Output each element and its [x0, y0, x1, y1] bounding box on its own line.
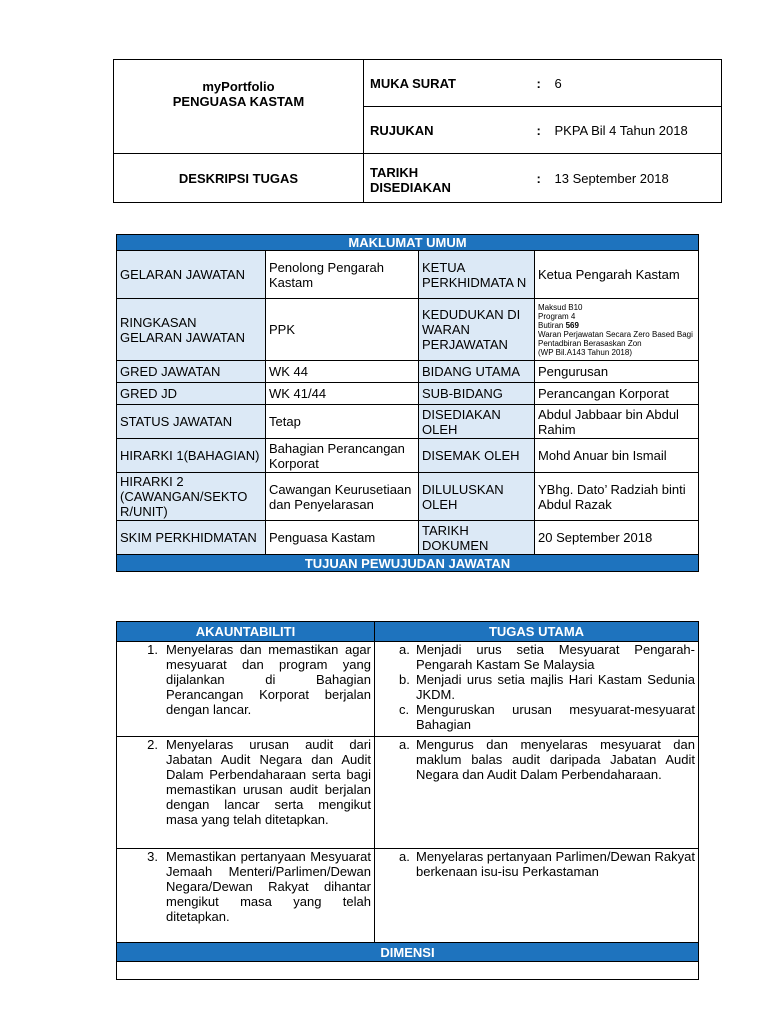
value-status-jawatan: Tetap [266, 405, 419, 439]
value-kedudukan-waran: Maksud B10 Program 4 Butiran 569 Waran Perjawatan Secara Zero Based Bagi Pentadbiran Berasaskan Zon (WP Bil.A143 Tahun 2018) [535, 299, 699, 361]
rujukan-label: RUJUKAN [364, 107, 534, 154]
label-bidang-utama: BIDANG UTAMA [419, 361, 535, 383]
label-gred-jawatan: GRED JAWATAN [117, 361, 266, 383]
value-bidang-utama: Pengurusan [535, 361, 699, 383]
akauntabiliti-cell: 1. Menyelaras dan memastikan agar mesyuarat dan program yang dijalankan di Bahagian Perancangan Korporat berjalan dengan lancar. [117, 642, 375, 737]
label-ketua-perkhidmatan: KETUA PERKHIDMATA N [419, 251, 535, 299]
muka-surat-label: MUKA SURAT [364, 60, 534, 107]
tugas-cell: a. Menjadi urus setia Mesyuarat Pengarah-Pengarah Kastam Se Malaysia b. Menjadi urus setia majlis Hari Kastam Sedunia JKDM. c. Menguruskan urusan mesyuarat-mesyuarat Bahagian [375, 642, 699, 737]
tujuan-heading: TUJUAN PEWUJUDAN JAWATAN [117, 555, 699, 572]
value-disediakan-oleh: Abdul Jabbaar bin Abdul Rahim [535, 405, 699, 439]
value-gred-jd: WK 41/44 [266, 383, 419, 405]
value-tarikh-dokumen: 20 September 2018 [535, 521, 699, 555]
value-ketua-perkhidmatan: Ketua Pengarah Kastam [535, 251, 699, 299]
app-name: myPortfolio [202, 78, 275, 94]
dimensi-heading: DIMENSI [117, 943, 699, 962]
label-diluluskan-oleh: DILULUSKAN OLEH [419, 473, 535, 521]
value-disemak-oleh: Mohd Anuar bin Ismail [535, 439, 699, 473]
label-disemak-oleh: DISEMAK OLEH [419, 439, 535, 473]
label-gred-jd: GRED JD [117, 383, 266, 405]
akauntabiliti-cell: 2. Menyelaras urusan audit dari Jabatan Audit Negara dan Audit Dalam Perbendaharaan serta bagi memastikan urusan audit berjalan dengan lancar serta mengikut masa yang telah ditetapkan. [117, 737, 375, 849]
value-skim-perkhidmatan: Penguasa Kastam [266, 521, 419, 555]
value-ringkasan-gelaran: PPK [266, 299, 419, 361]
value-hirarki-2: Cawangan Keurusetiaan dan Penyelarasan [266, 473, 419, 521]
value-gelaran-jawatan: Penolong Pengarah Kastam [266, 251, 419, 299]
akauntabiliti-cell: 3. Memastikan pertanyaan Mesyuarat Jemaah Menteri/Parlimen/Dewan Negara/Dewan Rakyat dihantar mengikut masa yang telah ditetapkan. [117, 849, 375, 943]
header-org-cell [114, 60, 364, 154]
tugas-cell: a. Mengurus dan menyelaras mesyuarat dan maklum balas audit daripada Jabatan Audit Negara dan Audit Dalam Perbendaharaan. [375, 737, 699, 849]
tugas-utama-heading: TUGAS UTAMA [375, 622, 699, 642]
value-diluluskan-oleh: YBhg. Dato’ Radziah binti Abdul Razak [535, 473, 699, 521]
label-kedudukan-waran: KEDUDUKAN DI WARAN PERJAWATAN [419, 299, 535, 361]
label-hirarki-1: HIRARKI 1(BAHAGIAN) [117, 439, 266, 473]
akauntabiliti-table [116, 621, 699, 980]
label-skim-perkhidmatan: SKIM PERKHIDMATAN [117, 521, 266, 555]
label-disediakan-oleh: DISEDIAKAN OLEH [419, 405, 535, 439]
value-sub-bidang: Perancangan Korporat [535, 383, 699, 405]
tarikh-value: : 13 September 2018 [534, 154, 722, 203]
org-name: PENGUASA KASTAM [172, 93, 305, 109]
label-ringkasan-gelaran: RINGKASAN GELARAN JAWATAN [117, 299, 266, 361]
dimensi-content [117, 962, 699, 980]
label-hirarki-2: HIRARKI 2 (CAWANGAN/SEKTO R/UNIT) [117, 473, 266, 521]
label-tarikh-dokumen: TARIKH DOKUMEN [419, 521, 535, 555]
value-hirarki-1: Bahagian Perancangan Korporat [266, 439, 419, 473]
maklumat-umum-heading: MAKLUMAT UMUM [117, 235, 699, 251]
maklumat-umum-table [116, 234, 699, 572]
table-row [117, 849, 699, 943]
rujukan-value: : PKPA Bil 4 Tahun 2018 [534, 107, 722, 154]
table-row [117, 737, 699, 849]
value-gred-jawatan: WK 44 [266, 361, 419, 383]
label-status-jawatan: STATUS JAWATAN [117, 405, 266, 439]
akauntabiliti-heading: AKAUNTABILITI [117, 622, 375, 642]
tugas-cell: a. Menyelaras pertanyaan Parlimen/Dewan Rakyat berkenaan isu-isu Perkastaman [375, 849, 699, 943]
muka-surat-value: : 6 [534, 60, 722, 107]
table-row [117, 642, 699, 737]
document-header-table [113, 59, 722, 203]
label-sub-bidang: SUB-BIDANG [419, 383, 535, 405]
doc-title: DESKRIPSI TUGAS [114, 154, 364, 203]
label-gelaran-jawatan: GELARAN JAWATAN [117, 251, 266, 299]
tarikh-label: TARIKH DISEDIAKAN [364, 154, 534, 203]
